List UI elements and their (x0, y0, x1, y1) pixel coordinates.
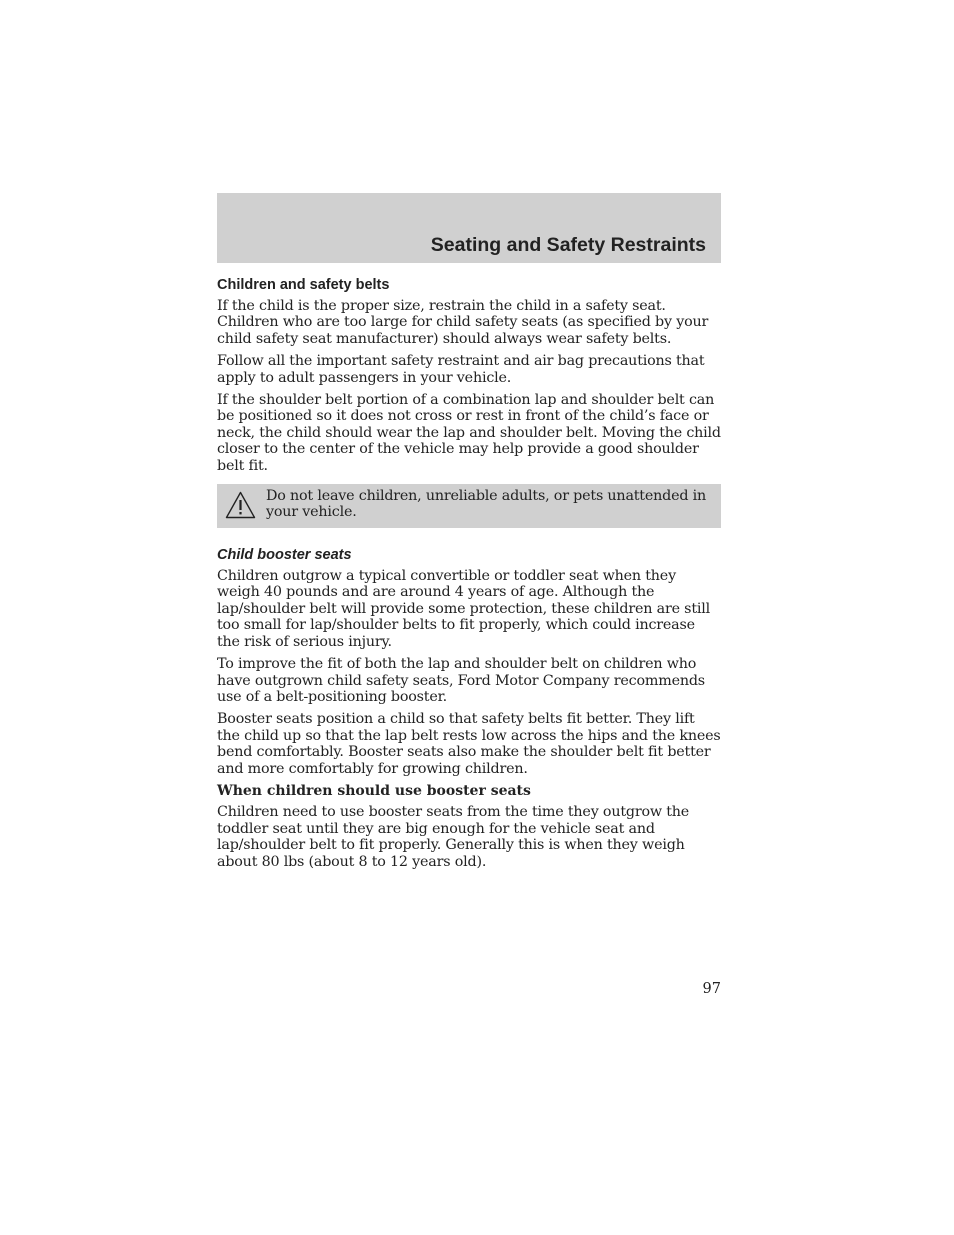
warning-triangle-icon (225, 491, 256, 519)
warning-box (217, 484, 721, 528)
section-header-band (217, 193, 721, 263)
page-content (217, 276, 721, 876)
heading-children-safety-belts: Children and safety belts (217, 277, 390, 293)
warning-text: Do not leave children, unreliable adults, or pets unattended in your vehicle. (266, 488, 707, 521)
paragraph: Booster seats position a child so that safety belts fit better. They lift the child up so that the lap belt rests low across the hips and the knees bend comfortably. Booster seats also make the shoulder belt fit better and more comfortably for growing children. (217, 711, 721, 777)
paragraph: To improve the fit of both the lap and shoulder belt on children who have outgrown child safety seats, Ford Motor Company recommends use of a belt-positioning booster. (217, 656, 705, 705)
paragraph: Children need to use booster seats from the time they outgrow the toddler seat until they are big enough for the vehicle seat and lap/shoulder belt to fit properly. Generally this is when they weigh about 80 lbs (about 8 to 12 years old). (217, 804, 690, 870)
paragraph: If the child is the proper size, restrain the child in a safety seat. Children who are too large for child safety seats (as specified by your child safety seat manufacturer) should always wear safety belts. (217, 298, 709, 347)
page-number: 97 (702, 981, 721, 997)
paragraph: Children outgrow a typical convertible or toddler seat when they weigh 40 pounds and are around 4 years of age. Although the lap/shoulder belt will provide some protection, these children are still too small for lap/shoulder belts to fit properly, which could increase the risk of serious injury. (217, 568, 710, 650)
heading-child-booster-seats: Child booster seats (217, 547, 352, 564)
subheading-when-children-use-booster: When children should use booster seats (217, 782, 531, 799)
section-title: Seating and Safety Restraints (430, 234, 706, 256)
paragraph: Follow all the important safety restraint and air bag precautions that apply to adult passengers in your vehicle. (217, 353, 705, 386)
paragraph: If the shoulder belt portion of a combination lap and shoulder belt can be positioned so it does not cross or rest in front of the child’s face or neck, the child should wear the lap and shoulder belt. Moving the child closer to the center of the vehicle may help provide a good shoulder belt fit. (217, 392, 721, 474)
